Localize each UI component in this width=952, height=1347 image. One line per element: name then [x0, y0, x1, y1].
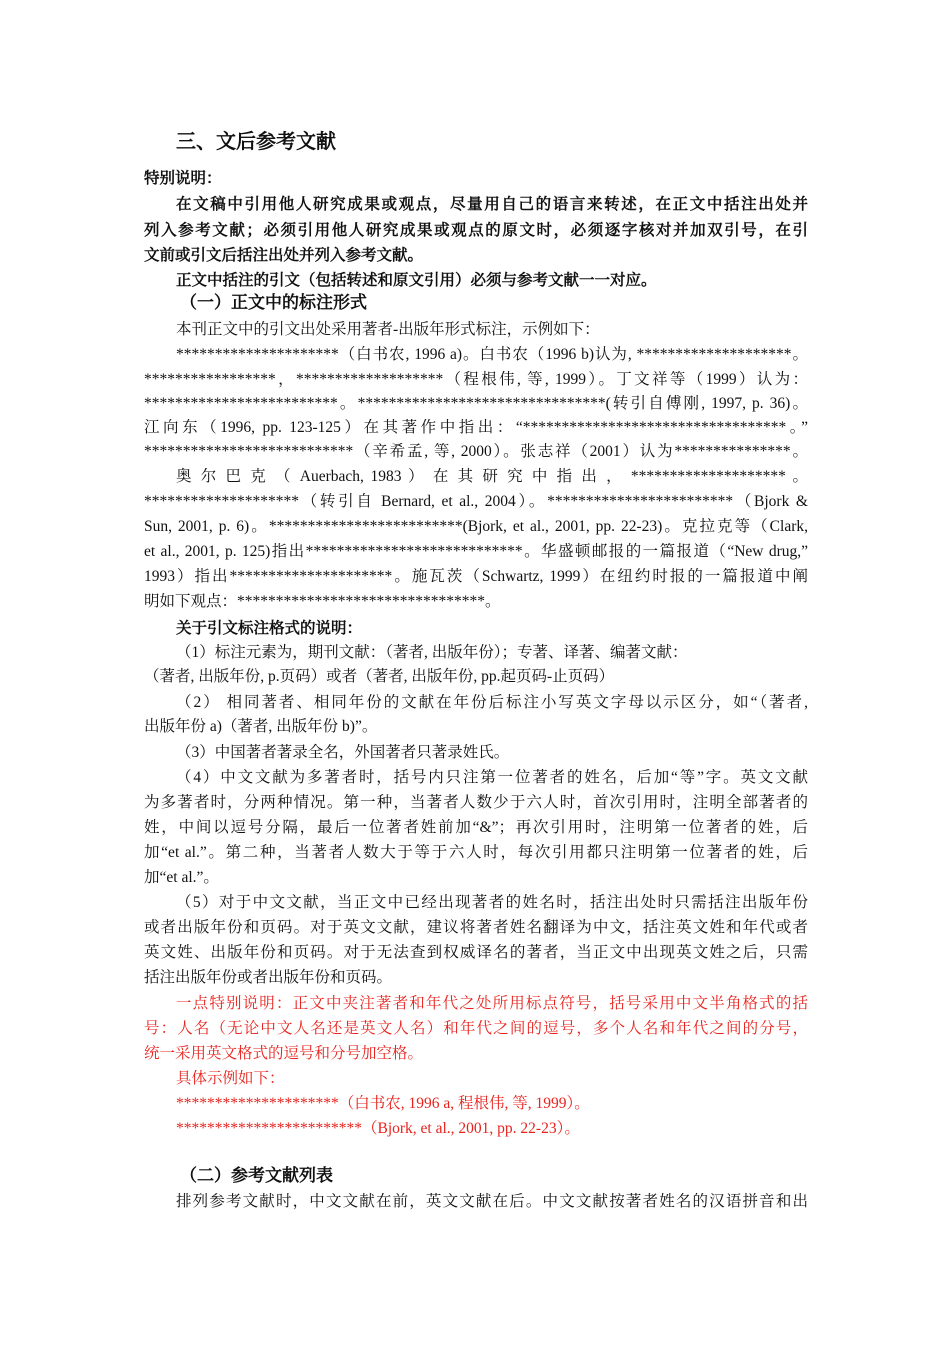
- rule-line: （2） 相同著者、相同年份的文献在年份后标注小写英文字母以示区分，如“（著者,: [176, 694, 808, 711]
- rule-line: 括注出版年份或者出版年份和页码。: [144, 969, 393, 986]
- rule-line: 出版年份 a)（著者, 出版年份 b)”。: [144, 718, 378, 735]
- example-line: 明如下观点：********************************。: [144, 593, 501, 610]
- example-line: 奥 尔 巴 克 （ Auerbach, 1983 ） 在 其 研 究 中 指 出 ， ******************** 。: [176, 468, 808, 485]
- subsection-title: （一）正文中的标注形式: [180, 293, 367, 313]
- red-note-line: 统一采用英文格式的逗号和分号加空格。: [144, 1045, 424, 1062]
- red-example-line: *********************（白书农, 1996 a, 程根伟, 等, 1999）。: [176, 1095, 590, 1112]
- rule-line: （1）标注元素为，期刊文献：（著者, 出版年份）；专著、译著、编著文献：: [176, 644, 688, 661]
- rule-line: 加“et al.”。: [144, 869, 219, 886]
- rule-line: （3）中国著者著录全名，外国著者只著录姓氏。: [176, 744, 510, 761]
- special-note-line: 正文中括注的引文（包括转述和原文引用）必须与参考文献一一对应。: [176, 271, 657, 289]
- subsection-title: （二）参考文献列表: [180, 1166, 333, 1186]
- rule-line: 加“et al.”。第二种，当著者人数大于等于六人时，每次引用都只注明第一位著者的姓，后: [144, 844, 808, 861]
- example-line: *************************。********************************(转引自傅刚, 1997, p. 36)。: [144, 395, 808, 412]
- special-note-line: 在文稿中引用他人研究成果或观点，尽量用自己的语言来转述，在正文中括注出处并: [176, 195, 808, 213]
- rule-line: （4）中文文献为多著者时，括号内只注第一位著者的姓名，后加“等”字。英文文献: [176, 769, 808, 786]
- rule-line: 英文姓、出版年份和页码。对于无法查到权威译名的著者，当正文中出现英文姓之后，只需: [144, 944, 808, 961]
- rule-line: （5）对于中文文献，当正文中已经出现著者的姓名时，括注出处时只需括注出版年份: [176, 894, 808, 911]
- special-note-line: 列入参考文献；必须引用他人研究成果或观点的原文时，必须逐字核对并加双引号，在引: [144, 221, 808, 239]
- reference-list-intro: 排列参考文献时，中文文献在前，英文文献在后。中文文献按著者姓名的汉语拼音和出: [176, 1193, 808, 1210]
- example-line: ***************************（辛希孟, 等, 2000）。张志祥（2001）认为***************。: [144, 443, 808, 460]
- example-line: ********************（转引自 Bernard, et al., 2004）。************************（Bjork &: [144, 493, 808, 510]
- red-note-line: 号：人名（无论中文人名还是英文人名）和年代之间的逗号，多个人名和年代之间的分号，: [144, 1020, 808, 1037]
- example-line: et al., 2001, p. 125)指出****************************。华盛顿邮报的一篇报道（“New drug,”: [144, 543, 808, 560]
- rule-line: （著者, 出版年份, p.页码）或者（著者, 出版年份, pp.起页码-止页码）: [144, 668, 615, 685]
- red-example-heading: 具体示例如下：: [176, 1070, 285, 1087]
- rule-line: 姓，中间以逗号分隔，最后一位著者姓前加“&”；再次引用时，注明第一位著者的姓，后: [144, 819, 808, 836]
- format-heading: 关于引文标注格式的说明：: [176, 619, 363, 637]
- example-line: *****************，*******************（程根伟, 等, 1999）。丁文祥等（1999）认为：: [144, 371, 808, 388]
- special-note-line: 文前或引文后括注出处并列入参考文献。: [144, 246, 424, 264]
- example-line: 江向东（1996, pp. 123-125）在其著作中指出：“**********************************。”: [144, 419, 808, 436]
- red-note-line: 一点特别说明：正文中夹注著者和年代之处所用标点符号，括号采用中文半角格式的括: [176, 995, 808, 1012]
- red-example-line: ************************（Bjork, et al., 2001, pp. 22-23）。: [176, 1120, 580, 1137]
- example-line: *********************（白书农, 1996 a)。白书农（1996 b)认为, ********************。: [176, 346, 808, 363]
- special-note-heading: 特别说明：: [144, 169, 222, 187]
- intro-text: 本刊正文中的引文出处采用著者-出版年形式标注，示例如下：: [176, 321, 600, 338]
- section-title: 三、文后参考文献: [176, 129, 336, 153]
- example-line: 1993）指出*********************。施瓦茨（Schwartz, 1999）在纽约时报的一篇报道中阐: [144, 568, 808, 585]
- rule-line: 为多著者时，分两种情况。第一种，当著者人数少于六人时，首次引用时，注明全部著者的: [144, 794, 808, 811]
- example-line: Sun, 2001, p. 6)。*************************(Bjork, et al., 2001, pp. 22-23)。克拉克等（Clark,: [144, 518, 808, 535]
- rule-line: 或者出版年份和页码。对于英文文献，建议将著者姓名翻译为中文，括注英文姓和年代或者: [144, 919, 808, 936]
